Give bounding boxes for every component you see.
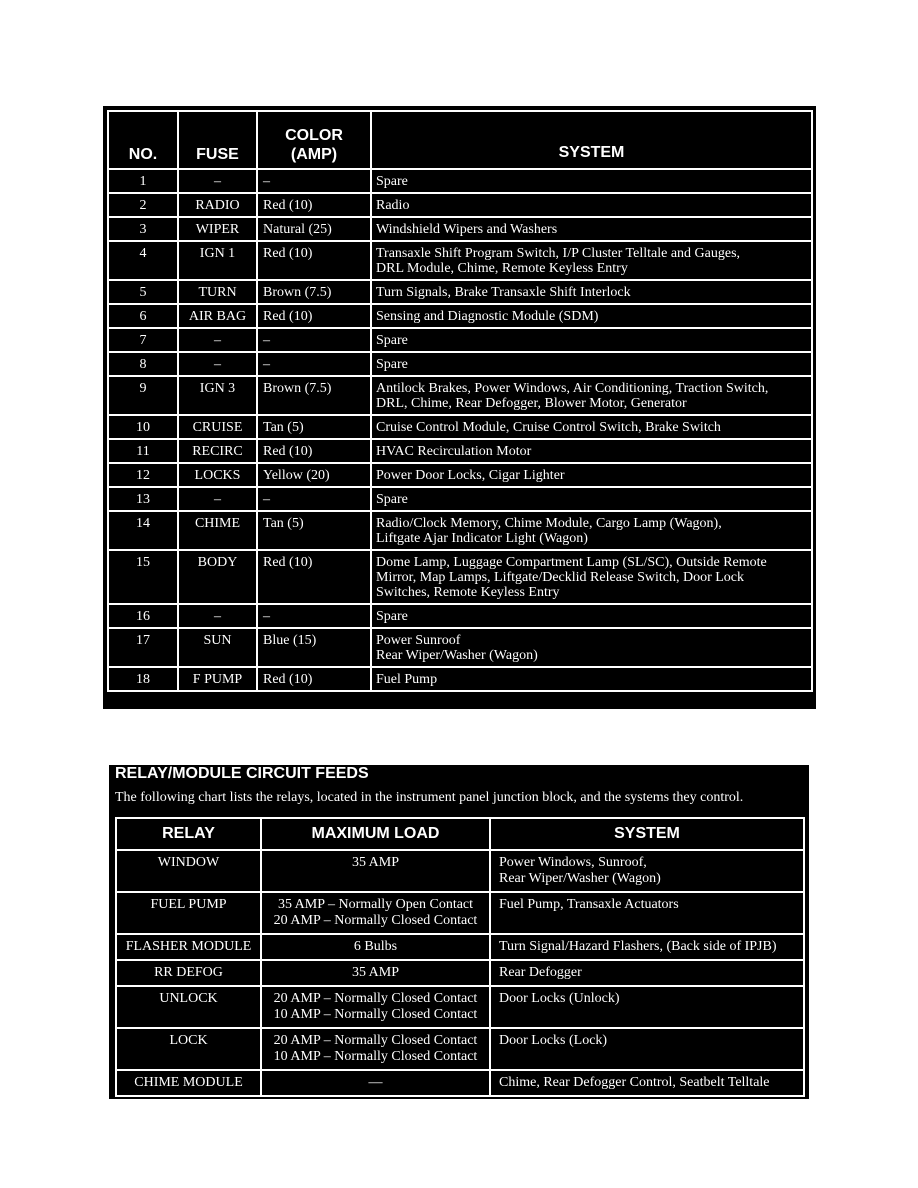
- fuse-system-line: Turn Signals, Brake Transaxle Shift Interlock: [376, 285, 631, 300]
- relay-max-load: [261, 892, 490, 934]
- fuse-system-line: Spare: [376, 357, 408, 372]
- relay-load-line: 35 AMP: [351, 855, 400, 870]
- fuse-name: –: [178, 328, 257, 352]
- header-color: [257, 111, 371, 169]
- fuse-row: [108, 376, 812, 415]
- relay-row: [116, 850, 804, 892]
- relay-system-line: Fuel Pump, Transaxle Actuators: [499, 897, 679, 912]
- fuse-name: IGN 3: [178, 376, 257, 415]
- fuse-color-amp: –: [257, 487, 371, 511]
- fuse-system-line: Radio/Clock Memory, Chime Module, Cargo Lamp (Wagon),: [376, 516, 722, 531]
- fuse-system: [371, 439, 812, 463]
- fuse-color-amp: Red (10): [257, 667, 371, 691]
- relay-name: CHIME MODULE: [116, 1070, 261, 1096]
- relay-row: [116, 892, 804, 934]
- relay-chart-panel: [109, 765, 809, 1099]
- fuse-row: [108, 328, 812, 352]
- fuse-system: [371, 376, 812, 415]
- relay-row: [116, 934, 804, 960]
- relay-max-load: [261, 986, 490, 1028]
- header-color-line1: COLOR: [285, 127, 343, 144]
- relay-max-load: [261, 960, 490, 986]
- fuse-name: F PUMP: [178, 667, 257, 691]
- relay-system-line: Door Locks (Lock): [499, 1033, 608, 1048]
- fuse-row: [108, 463, 812, 487]
- header-no: NO.: [108, 111, 178, 169]
- relay-row: [116, 986, 804, 1028]
- fuse-name: –: [178, 352, 257, 376]
- fuse-color-amp: Blue (15): [257, 628, 371, 667]
- fuse-number: 17: [108, 628, 178, 667]
- relay-name: RR DEFOG: [116, 960, 261, 986]
- fuse-system: [371, 628, 812, 667]
- fuse-name: RADIO: [178, 193, 257, 217]
- fuse-row: [108, 604, 812, 628]
- fuse-number: 7: [108, 328, 178, 352]
- fuse-system-line: DRL, Chime, Rear Defogger, Blower Motor, Generator: [376, 396, 687, 411]
- fuse-system: [371, 352, 812, 376]
- fuse-system-line: Transaxle Shift Program Switch, I/P Cluster Telltale and Gauges,: [376, 246, 741, 261]
- fuse-number: 12: [108, 463, 178, 487]
- fuse-number: 1: [108, 169, 178, 193]
- relay-load-line: —: [368, 1075, 383, 1090]
- fuse-system: [371, 463, 812, 487]
- fuse-system-line: Switches, Remote Keyless Entry: [376, 585, 560, 600]
- relay-load-line: 6 Bulbs: [353, 939, 398, 954]
- fuse-name: –: [178, 487, 257, 511]
- fuse-system: [371, 217, 812, 241]
- fuse-system-line: Liftgate Ajar Indicator Light (Wagon): [376, 531, 588, 546]
- fuse-color-amp: Red (10): [257, 304, 371, 328]
- fuse-system-line: Dome Lamp, Luggage Compartment Lamp (SL/SC), Outside Remote: [376, 555, 767, 570]
- fuse-table: [107, 110, 813, 692]
- fuse-number: 18: [108, 667, 178, 691]
- fuse-number: 16: [108, 604, 178, 628]
- fuse-system-line: Spare: [376, 333, 408, 348]
- fuse-system-line: Windshield Wipers and Washers: [376, 222, 558, 237]
- fuse-name: SUN: [178, 628, 257, 667]
- fuse-row: [108, 667, 812, 691]
- relay-table-header-row: [116, 818, 804, 850]
- fuse-system: [371, 550, 812, 604]
- relay-section-title: RELAY/MODULE CIRCUIT FEEDS: [115, 765, 369, 782]
- relay-table: [115, 817, 805, 1097]
- fuse-color-amp: Tan (5): [257, 511, 371, 550]
- fuse-name: IGN 1: [178, 241, 257, 280]
- fuse-color-amp: –: [257, 604, 371, 628]
- relay-load-line: 20 AMP – Normally Closed Contact: [273, 913, 478, 928]
- fuse-number: 14: [108, 511, 178, 550]
- relay-load-line: 10 AMP – Normally Closed Contact: [273, 1007, 478, 1022]
- fuse-row: [108, 439, 812, 463]
- fuse-system: [371, 169, 812, 193]
- fuse-system-line: Mirror, Map Lamps, Liftgate/Decklid Release Switch, Door Lock: [376, 570, 745, 585]
- fuse-color-amp: Yellow (20): [257, 463, 371, 487]
- fuse-system-line: Fuel Pump: [376, 672, 438, 687]
- relay-system-line: Rear Defogger: [499, 965, 582, 980]
- fuse-number: 4: [108, 241, 178, 280]
- fuse-chart-panel: [103, 106, 816, 709]
- header-relay-system: SYSTEM: [490, 818, 804, 850]
- fuse-row: [108, 352, 812, 376]
- header-relay: RELAY: [116, 818, 261, 850]
- fuse-number: 10: [108, 415, 178, 439]
- fuse-system-line: Power Sunroof: [376, 633, 461, 648]
- relay-max-load: [261, 1070, 490, 1096]
- relay-system-line: Turn Signal/Hazard Flashers, (Back side of IPJB): [499, 939, 777, 954]
- fuse-number: 13: [108, 487, 178, 511]
- relay-system: [490, 960, 804, 986]
- fuse-row: [108, 280, 812, 304]
- header-system: SYSTEM: [371, 111, 812, 169]
- fuse-color-amp: –: [257, 328, 371, 352]
- fuse-number: 5: [108, 280, 178, 304]
- fuse-color-amp: Tan (5): [257, 415, 371, 439]
- fuse-row: [108, 241, 812, 280]
- fuse-system: [371, 511, 812, 550]
- relay-max-load: [261, 850, 490, 892]
- relay-load-line: 35 AMP – Normally Open Contact: [277, 897, 474, 912]
- fuse-name: BODY: [178, 550, 257, 604]
- relay-system-line: Rear Wiper/Washer (Wagon): [499, 871, 661, 886]
- relay-name: FUEL PUMP: [116, 892, 261, 934]
- fuse-system: [371, 280, 812, 304]
- relay-load-line: 10 AMP – Normally Closed Contact: [273, 1049, 478, 1064]
- relay-system: [490, 850, 804, 892]
- fuse-system: [371, 304, 812, 328]
- relay-system: [490, 1028, 804, 1070]
- fuse-color-amp: Red (10): [257, 550, 371, 604]
- relay-row: [116, 1070, 804, 1096]
- fuse-name: RECIRC: [178, 439, 257, 463]
- fuse-row: [108, 193, 812, 217]
- fuse-table-header-row: [108, 111, 812, 169]
- relay-max-load: [261, 934, 490, 960]
- fuse-number: 6: [108, 304, 178, 328]
- fuse-system: [371, 415, 812, 439]
- relay-load-line: 35 AMP: [351, 965, 400, 980]
- relay-row: [116, 960, 804, 986]
- fuse-color-amp: Brown (7.5): [257, 376, 371, 415]
- fuse-row: [108, 415, 812, 439]
- relay-name: FLASHER MODULE: [116, 934, 261, 960]
- fuse-table-body: [108, 169, 812, 691]
- fuse-name: CRUISE: [178, 415, 257, 439]
- fuse-number: 3: [108, 217, 178, 241]
- relay-name: UNLOCK: [116, 986, 261, 1028]
- fuse-system-line: Radio: [376, 198, 410, 213]
- fuse-system: [371, 487, 812, 511]
- fuse-color-amp: –: [257, 169, 371, 193]
- fuse-name: AIR BAG: [178, 304, 257, 328]
- relay-row: [116, 1028, 804, 1070]
- fuse-system-line: Cruise Control Module, Cruise Control Switch, Brake Switch: [376, 420, 721, 435]
- fuse-color-amp: –: [257, 352, 371, 376]
- fuse-name: TURN: [178, 280, 257, 304]
- relay-load-line: 20 AMP – Normally Closed Contact: [273, 1033, 478, 1048]
- header-maximum-load: MAXIMUM LOAD: [261, 818, 490, 850]
- fuse-color-amp: Red (10): [257, 241, 371, 280]
- relay-system-line: Chime, Rear Defogger Control, Seatbelt Telltale: [499, 1075, 770, 1090]
- fuse-row: [108, 628, 812, 667]
- fuse-number: 8: [108, 352, 178, 376]
- relay-name: LOCK: [116, 1028, 261, 1070]
- header-fuse: FUSE: [178, 111, 257, 169]
- fuse-number: 2: [108, 193, 178, 217]
- fuse-row: [108, 550, 812, 604]
- fuse-row: [108, 217, 812, 241]
- fuse-system: [371, 328, 812, 352]
- fuse-number: 11: [108, 439, 178, 463]
- fuse-system: [371, 193, 812, 217]
- fuse-row: [108, 169, 812, 193]
- fuse-number: 9: [108, 376, 178, 415]
- fuse-row: [108, 511, 812, 550]
- fuse-system: [371, 604, 812, 628]
- fuse-system-line: Sensing and Diagnostic Module (SDM): [376, 309, 599, 324]
- fuse-system-line: Antilock Brakes, Power Windows, Air Conditioning, Traction Switch,: [376, 381, 769, 396]
- relay-system-line: Power Windows, Sunroof,: [499, 855, 647, 870]
- fuse-color-amp: Red (10): [257, 193, 371, 217]
- fuse-system-line: Power Door Locks, Cigar Lighter: [376, 468, 565, 483]
- fuse-color-amp: Red (10): [257, 439, 371, 463]
- relay-system: [490, 986, 804, 1028]
- fuse-name: CHIME: [178, 511, 257, 550]
- relay-max-load: [261, 1028, 490, 1070]
- fuse-system-line: Spare: [376, 492, 408, 507]
- fuse-system-line: Spare: [376, 174, 408, 189]
- relay-system: [490, 1070, 804, 1096]
- relay-load-line: 20 AMP – Normally Closed Contact: [273, 991, 478, 1006]
- relay-table-body: [116, 850, 804, 1096]
- fuse-system: [371, 667, 812, 691]
- fuse-row: [108, 487, 812, 511]
- fuse-system-line: Spare: [376, 609, 408, 624]
- fuse-color-amp: Brown (7.5): [257, 280, 371, 304]
- fuse-row: [108, 304, 812, 328]
- relay-system: [490, 934, 804, 960]
- fuse-system-line: Rear Wiper/Washer (Wagon): [376, 648, 538, 663]
- fuse-color-amp: Natural (25): [257, 217, 371, 241]
- fuse-number: 15: [108, 550, 178, 604]
- relay-name: WINDOW: [116, 850, 261, 892]
- relay-system: [490, 892, 804, 934]
- fuse-name: –: [178, 604, 257, 628]
- fuse-name: –: [178, 169, 257, 193]
- fuse-name: WIPER: [178, 217, 257, 241]
- header-color-line2: (AMP): [290, 146, 338, 163]
- fuse-system: [371, 241, 812, 280]
- fuse-system-line: HVAC Recirculation Motor: [376, 444, 532, 459]
- fuse-system-line: DRL Module, Chime, Remote Keyless Entry: [376, 261, 628, 276]
- fuse-name: LOCKS: [178, 463, 257, 487]
- relay-section-description: The following chart lists the relays, located in the instrument panel junction block, and the systems they control.: [115, 790, 744, 805]
- relay-system-line: Door Locks (Unlock): [499, 991, 620, 1006]
